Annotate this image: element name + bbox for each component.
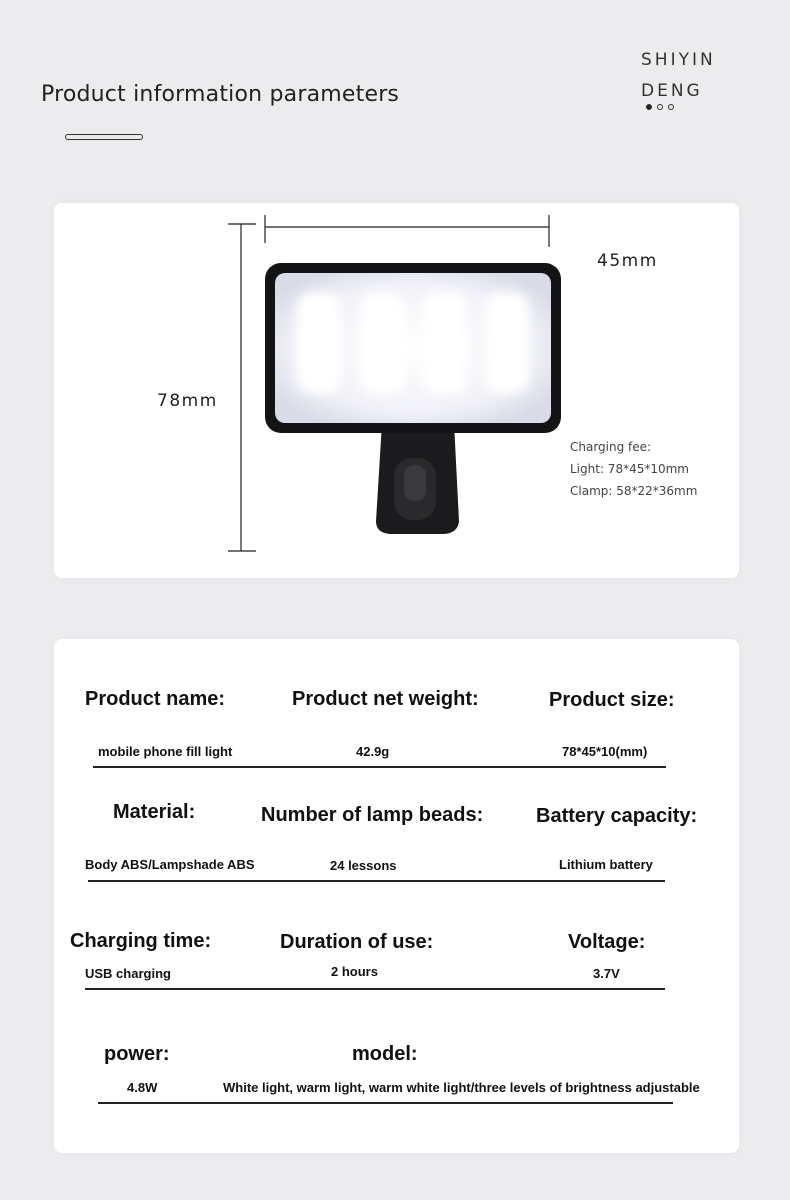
charging-title: Charging fee: bbox=[570, 440, 652, 454]
page-title: Product information parameters bbox=[41, 82, 400, 107]
spec-value: USB charging bbox=[85, 966, 171, 981]
brand-logo bbox=[641, 45, 761, 107]
spec-value: Body ABS/Lampshade ABS bbox=[85, 857, 255, 872]
dimension-card bbox=[54, 203, 739, 578]
spec-label: Battery capacity: bbox=[536, 805, 698, 827]
page-dot bbox=[668, 104, 674, 110]
spec-label: Number of lamp beads: bbox=[261, 804, 484, 826]
row-divider bbox=[93, 766, 666, 768]
spec-label: model: bbox=[352, 1043, 418, 1065]
title-underline-decoration bbox=[65, 134, 143, 140]
spec-label: Product size: bbox=[549, 689, 675, 711]
spec-value: 42.9g bbox=[356, 744, 390, 759]
spec-label: Duration of use: bbox=[280, 931, 434, 953]
light-size: Light: 78*45*10mm bbox=[570, 462, 689, 476]
spec-value: 2 hours bbox=[331, 964, 378, 979]
page-indicator bbox=[646, 104, 674, 110]
page-dot-active bbox=[646, 104, 652, 110]
spec-card bbox=[54, 639, 739, 1153]
spec-value: 24 lessons bbox=[330, 858, 397, 873]
page-dot bbox=[657, 104, 663, 110]
spec-value: White light, warm light, warm white light/three levels of brightness adjustable bbox=[223, 1080, 700, 1095]
spec-label: power: bbox=[104, 1043, 170, 1065]
spec-label: Charging time: bbox=[70, 930, 212, 952]
height-dimension-label: 78mm bbox=[157, 391, 218, 411]
size-notes bbox=[570, 436, 697, 502]
spec-label: Product net weight: bbox=[292, 688, 479, 710]
row-divider bbox=[88, 880, 665, 882]
row-divider bbox=[98, 1102, 673, 1104]
spec-value: 3.7V bbox=[593, 966, 620, 981]
brand-line-1: SHIYIN bbox=[641, 50, 716, 70]
brand-line-2: DENG bbox=[641, 81, 703, 101]
spec-label: Product name: bbox=[85, 688, 226, 710]
clamp-size: Clamp: 58*22*36mm bbox=[570, 484, 698, 498]
spec-value: 4.8W bbox=[127, 1080, 158, 1095]
spec-value: mobile phone fill light bbox=[98, 744, 233, 759]
width-dimension-label: 45mm bbox=[597, 251, 658, 271]
spec-value: Lithium battery bbox=[559, 857, 653, 872]
spec-value: 78*45*10(mm) bbox=[562, 744, 648, 759]
row-divider bbox=[85, 988, 665, 990]
spec-label: Voltage: bbox=[568, 931, 646, 953]
spec-label: Material: bbox=[113, 801, 196, 823]
